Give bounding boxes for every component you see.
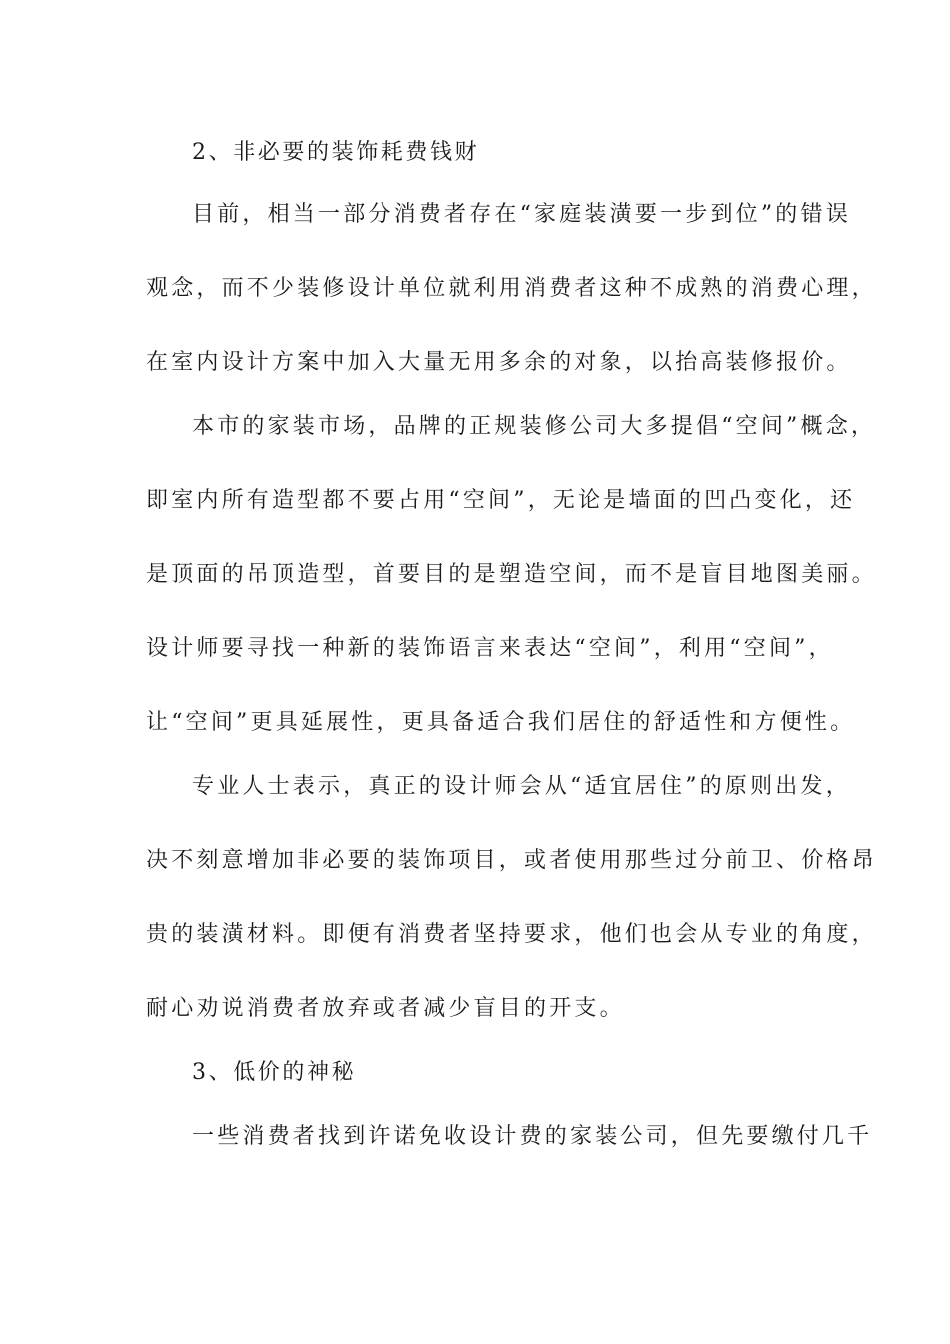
paragraph-2-line-3: 是顶面的吊顶造型，首要目的是塑造空间，而不是盲目地图美丽。 [146, 562, 877, 587]
paragraph-2-line-5: 让“空间”更具延展性，更具备适合我们居住的舒适性和方便性。 [146, 710, 856, 735]
paragraph-1-line-3: 在室内设计方案中加入大量无用多余的对象，以抬高装修报价。 [146, 350, 852, 375]
paragraph-2-line-4: 设计师要寻找一种新的装饰语言来表达“空间”，利用“空间”， [146, 636, 834, 661]
paragraph-2-line-2: 即室内所有造型都不要占用“空间”，无论是墙面的凹凸变化，还 [146, 488, 856, 513]
paragraph-3-line-3: 贵的装潢材料。即便有消费者坚持要求，他们也会从专业的角度， [146, 922, 877, 947]
paragraph-2-line-1: 本市的家装市场，品牌的正规装修公司大多提倡“空间”概念， [192, 414, 877, 439]
paragraph-1-line-2: 观念，而不少装修设计单位就利用消费者这种不成熟的消费心理， [146, 276, 877, 301]
paragraph-4-line-1: 一些消费者找到许诺免收设计费的家装公司，但先要缴付几千 [192, 1124, 873, 1149]
section-heading-3: 3、低价的神秘 [192, 1060, 357, 1085]
paragraph-3-line-2: 决不刻意增加非必要的装饰项目，或者使用那些过分前卫、价格昂 [146, 848, 877, 873]
paragraph-1-line-1: 目前，相当一部分消费者存在“家庭装潢要一步到位”的错误 [192, 202, 851, 227]
section-heading-2: 2、非必要的装饰耗费钱财 [192, 140, 480, 165]
paragraph-3-line-4: 耐心劝说消费者放弃或者减少盲目的开支。 [146, 996, 625, 1021]
paragraph-3-line-1: 专业人士表示，真正的设计师会从“适宜居住”的原则出发， [192, 774, 851, 799]
